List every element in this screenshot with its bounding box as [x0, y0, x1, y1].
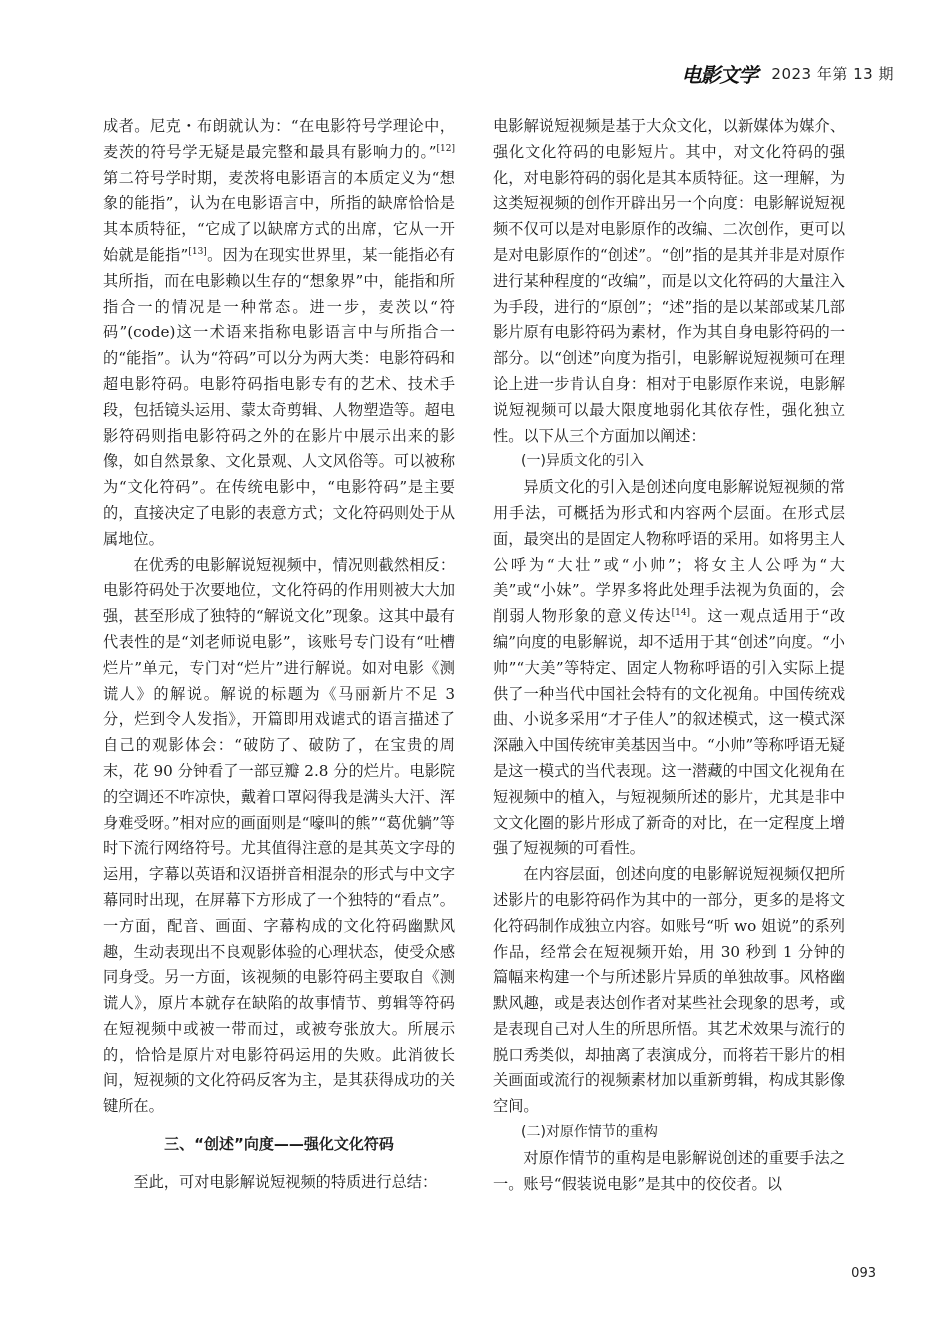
issue-label: 2023 年第 13 期: [771, 64, 894, 83]
paragraph: 在内容层面，创述向度的电影解说短视频仅把所述影片的电影符码作为其中的一部分，更多的是将文化符码制作成独立内容。如账号“听 wo 姐说”的系列作品，经常会在短视频开始，用 30 秒到 1 分钟的篇幅来构建一个与所述影片异质的单独故事。风格幽默风趣，或是表达创作者对某些社会现象的思考，或是表现自己对人生的所思所悟。其艺术效果与流行的脱口秀类似，却抽离了表演成分，而将若干影片的相关画面或流行的视频素材加以重新剪辑，构成其影像空间。: [493, 865, 845, 1116]
citation-ref: [13]: [188, 246, 207, 257]
paragraph: 至此，可对电影解说短视频的特质进行总结：: [133, 1172, 438, 1191]
paragraph: 对原作情节的重构是电影解说创述的重要手法之一。账号“假装说电影”是其中的佼佼者。以: [493, 1148, 845, 1193]
page-number: 093: [851, 1266, 876, 1281]
paragraph: 成者。尼克・布朗就认为：“在电影符号学理论中，麦茨的符号学无疑是最完整和最具有影响力的。”[12]第二符号学时期，麦茨将电影语言的本质定义为“想象的能指”，认为在电影语言中，所指的缺席恰恰是其本质特征，“它成了以缺席方式的出席，它从一开始就是能指”[13]。因为在现实世界里，某一能指必有其所指，而在电影赖以生存的“想象界”中，能指和所指合一的情况是一种常态。进一步，麦茨以“符码”(code)这一术语来指称电影语言中与所指合一的“能指”。认为“符码”可以分为两大类：电影符码和超电影符码。电影符码指电影专有的艺术、技术手段，包括镜头运用、蒙太奇剪辑、人物塑造等。超电影符码则指电影符码之外的在影片中展示出来的影像，如自然景象、文化景观、人文风俗等。可以被称为“文化符码”。在传统电影中，“电影符码”是主要的，直接决定了电影的表意方式；文化符码则处于从属地位。: [103, 117, 456, 548]
journal-logo: 电影文学: [681, 62, 758, 87]
subsection-heading: (一)异质文化的引入: [521, 453, 644, 470]
running-header: [681, 58, 894, 88]
subsection-heading: (二)对原作情节的重构: [521, 1124, 658, 1141]
paragraph: 异质文化的引入是创述向度电影解说短视频的常用手法，可概括为形式和内容两个层面。在形式层面，最突出的是固定人物称呼语的采用。如将男主人公呼为“大壮”或“小帅”；将女主人公呼为“大美”或“小妹”。学界多将此处理手法视为负面的，会削弱人物形象的意义传达[14]。这一观点适用于“改编”向度的电影解说，却不适用于其“创述”向度。“小帅”“大美”等特定、固定人物称呼语的引入实际上提供了一种当代中国社会特有的文化视角。中国传统戏曲、小说多采用“才子佳人”的叙述模式，这一模式深深融入中国传统审美基因当中。“小帅”等称呼语无疑是这一模式的当代表现。这一潜藏的中国文化视角在短视频中的植入，与短视频所述的影片，尤其是非中文文化圈的影片形成了新奇的对比，在一定程度上增强了短视频的可看性。: [493, 478, 846, 858]
paragraph: 在优秀的电影解说短视频中，情况则截然相反：电影符码处于次要地位，文化符码的作用则被大大加强，甚至形成了独特的“解说文化”现象。这其中最有代表性的是“刘老师说电影”，该账号专门设有“吐槽烂片”单元，专门对“烂片”进行解说。如对电影《测谎人》的解说。解说的标题为《马丽新片不足 3 分，烂到令人发指》，开篇即用戏谑式的语言描述了自己的观影体会：“破防了、破防了，在宝贵的周末，花 90 分钟看了一部豆瓣 2.8 分的烂片。电影院的空调还不咋凉快，戴着口罩闷得我是满头大汗、浑身难受呀。”相对应的画面则是“嚎叫的熊”“葛优躺”等时下流行网络符号。尤其值得注意的是其英文字母的运用，字幕以英语和汉语拼音相混杂的形式与中文字幕同时出现，在屏幕下方形成了一个独特的“看点”。一方面，配音、画面、字幕构成的文化符码幽默风趣，生动表现出不良观影体验的心理状态，使受众感同身受。另一方面，该视频的电影符码主要取自《测谎人》，原片本就存在缺陷的故事情节、剪辑等符码在短视频中或被一带而过，或被夸张放大。所展示的，恰恰是原片对电影符码运用的失败。此消彼长间，短视频的文化符码反客为主，是其获得成功的关键所在。: [103, 555, 455, 1116]
citation-ref: [12]: [436, 143, 455, 154]
section-heading: 三、“创述”向度——强化文化符码: [164, 1135, 394, 1154]
citation-ref: [14]: [671, 608, 691, 619]
right-column: [493, 114, 845, 1197]
left-column: [103, 114, 455, 1196]
paragraph: 电影解说短视频是基于大众文化，以新媒体为媒介、强化文化符码的电影短片。其中，对文化符码的强化，对电影符码的弱化是其本质特征。这一理解，为这类短视频的创作开辟出另一个向度：电影解说短视频不仅可以是对电影原作的改编、二次创作，更可以是对电影原作的“创述”。“创”指的是其并非是对原作进行某种程度的“改编”，而是以文化符码的大量注入为手段，进行的“原创”；“述”指的是以某部或某几部影片原有电影符码为素材，作为其自身电影符码的一部分。以“创述”向度为指引，电影解说短视频可在理论上进一步肯认自身：相对于电影原作来说，电影解说短视频可以最大限度地弱化其依存性，强化独立性。以下从三个方面加以阐述：: [493, 117, 845, 445]
